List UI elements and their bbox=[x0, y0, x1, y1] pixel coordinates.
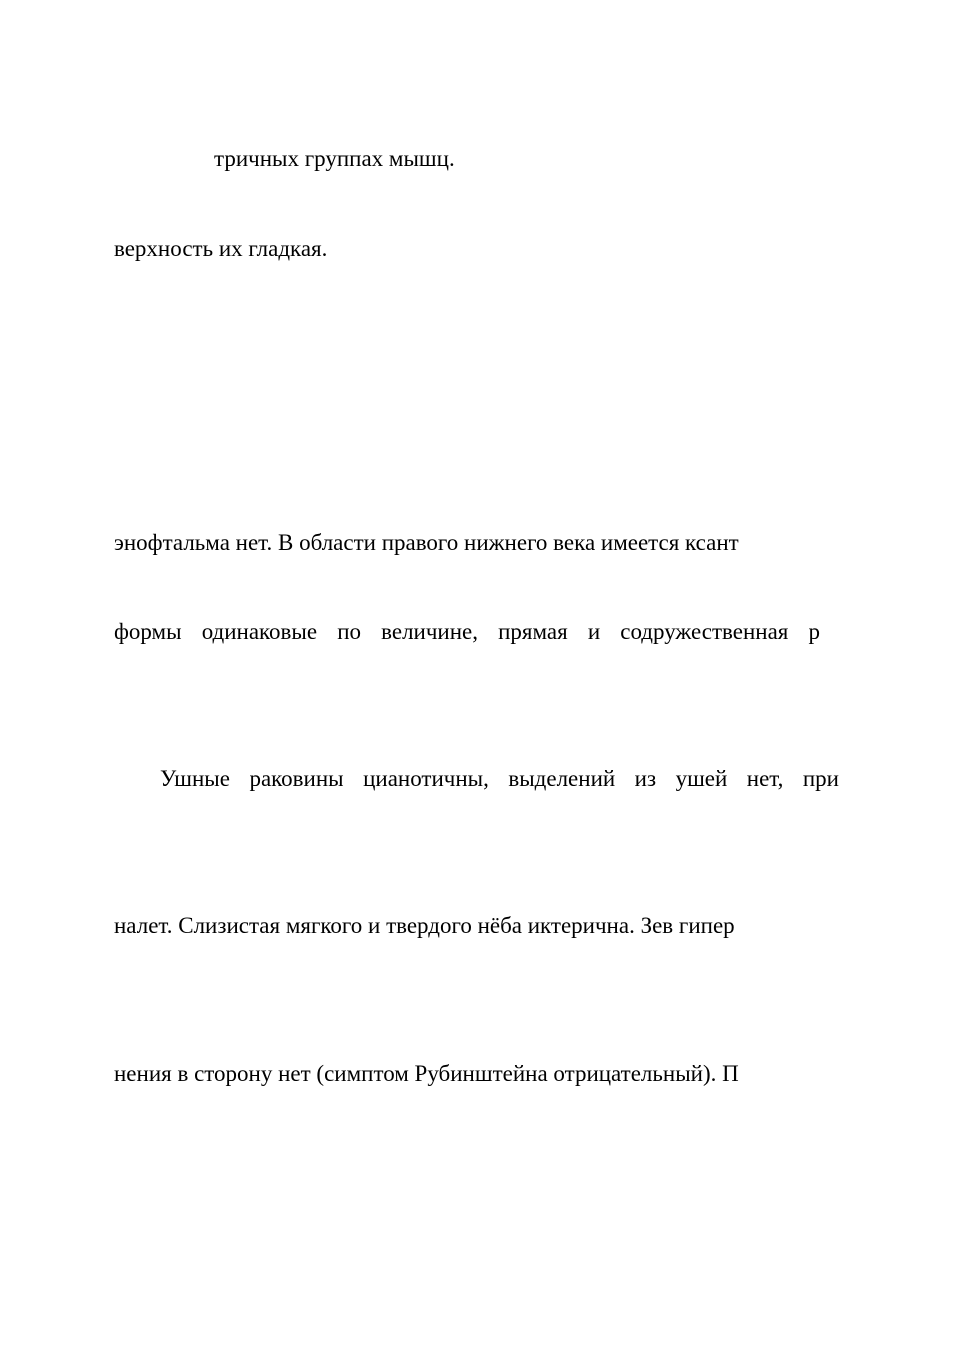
text-line: верхность их гладкая. bbox=[114, 236, 328, 261]
text-line: налет. Слизистая мягкого и твердого нёба иктерична. Зев гипер bbox=[114, 913, 735, 938]
text-line: формы одинаковые по величине, прямая и содружественная р bbox=[114, 619, 820, 644]
text-line: нения в сторону нет (симптом Рубинштейна отрицательный). П bbox=[114, 1061, 739, 1086]
paragraph-first-line: Ушные раковины цианотичны, выделений из ушей нет, при bbox=[160, 766, 839, 791]
text-line: энофтальма нет. В области правого нижнего века имеется ксант bbox=[114, 530, 739, 555]
text-line: тричных группах мышц. bbox=[214, 146, 455, 171]
